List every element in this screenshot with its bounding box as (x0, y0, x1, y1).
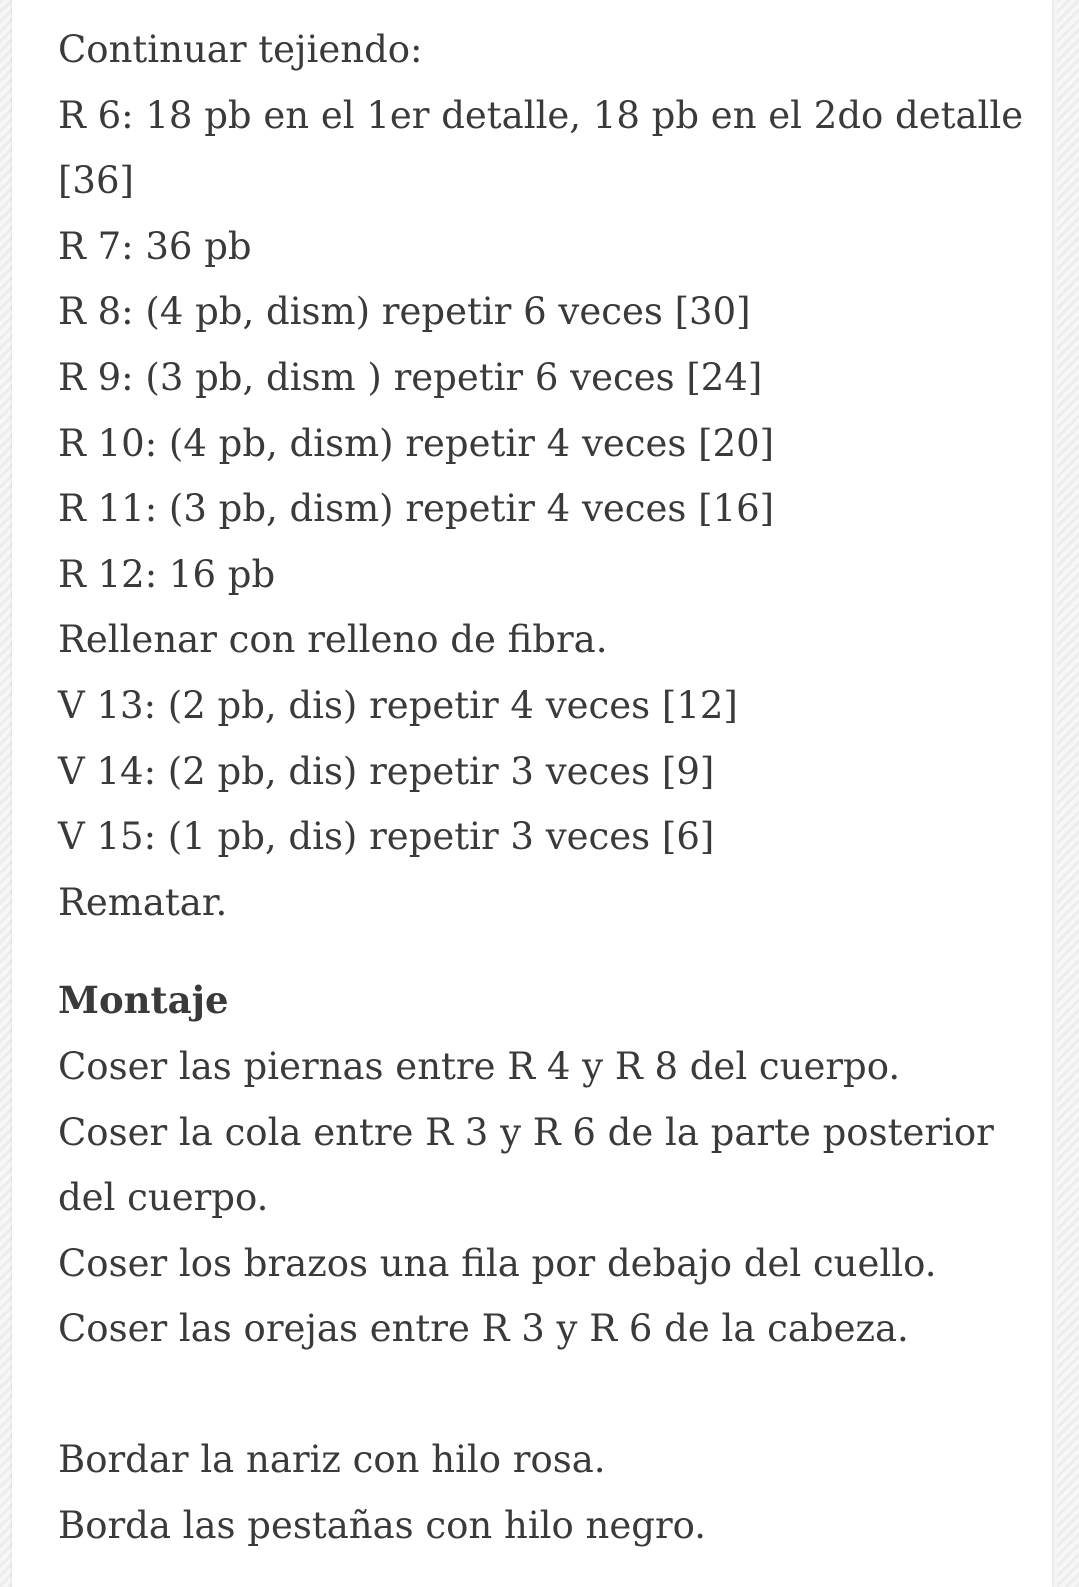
section-heading-montaje: Montaje (58, 978, 229, 1023)
round-12: R 12: 16 pb (58, 552, 276, 596)
assembly-arms: Coser los brazos una fila por debajo del cuello. (58, 1241, 937, 1285)
round-15: V 15: (1 pb, dis) repetir 3 veces [6] (58, 815, 715, 859)
embroider-lashes: Borda las pestañas con hilo negro. (58, 1504, 707, 1548)
round-8: R 8: (4 pb, dism) repetir 6 veces [30] (58, 290, 751, 334)
pattern-text (58, 17, 1024, 1559)
scroll-edge-right (1057, 0, 1079, 1587)
round-14: V 14: (2 pb, dis) repetir 3 veces [9] (58, 749, 715, 793)
round-6: R 6: 18 pb en el 1er detalle, 18 pb en el 2do detalle (58, 93, 1024, 137)
spacer (58, 935, 1018, 968)
assembly-tail-cont: del cuerpo. (58, 1176, 269, 1220)
stuffing-instruction: Rellenar con relleno de fibra. (58, 618, 608, 662)
round-11: R 11: (3 pb, dism) repetir 4 veces [16] (58, 487, 775, 531)
round-13: V 13: (2 pb, dis) repetir 4 veces [12] (58, 683, 738, 727)
round-7: R 7: 36 pb (58, 224, 252, 268)
page-edge-left (0, 0, 12, 1587)
fasten-off: Rematar. (58, 880, 228, 924)
continue-line: Continuar tejiendo: (58, 28, 423, 71)
assembly-legs: Coser las piernas entre R 4 y R 8 del cuerpo. (58, 1044, 901, 1088)
round-6-total: [36] (58, 159, 134, 203)
round-9: R 9: (3 pb, dism ) repetir 6 veces [24] (58, 355, 763, 399)
round-10: R 10: (4 pb, dism) repetir 4 veces [20] (58, 421, 775, 465)
spacer-line (58, 1362, 1018, 1428)
assembly-tail: Coser la cola entre R 3 y R 6 de la parte posterior (58, 1110, 994, 1154)
assembly-ears: Coser las orejas entre R 3 y R 6 de la cabeza. (58, 1307, 909, 1351)
embroider-nose: Bordar la nariz con hilo rosa. (58, 1438, 606, 1482)
